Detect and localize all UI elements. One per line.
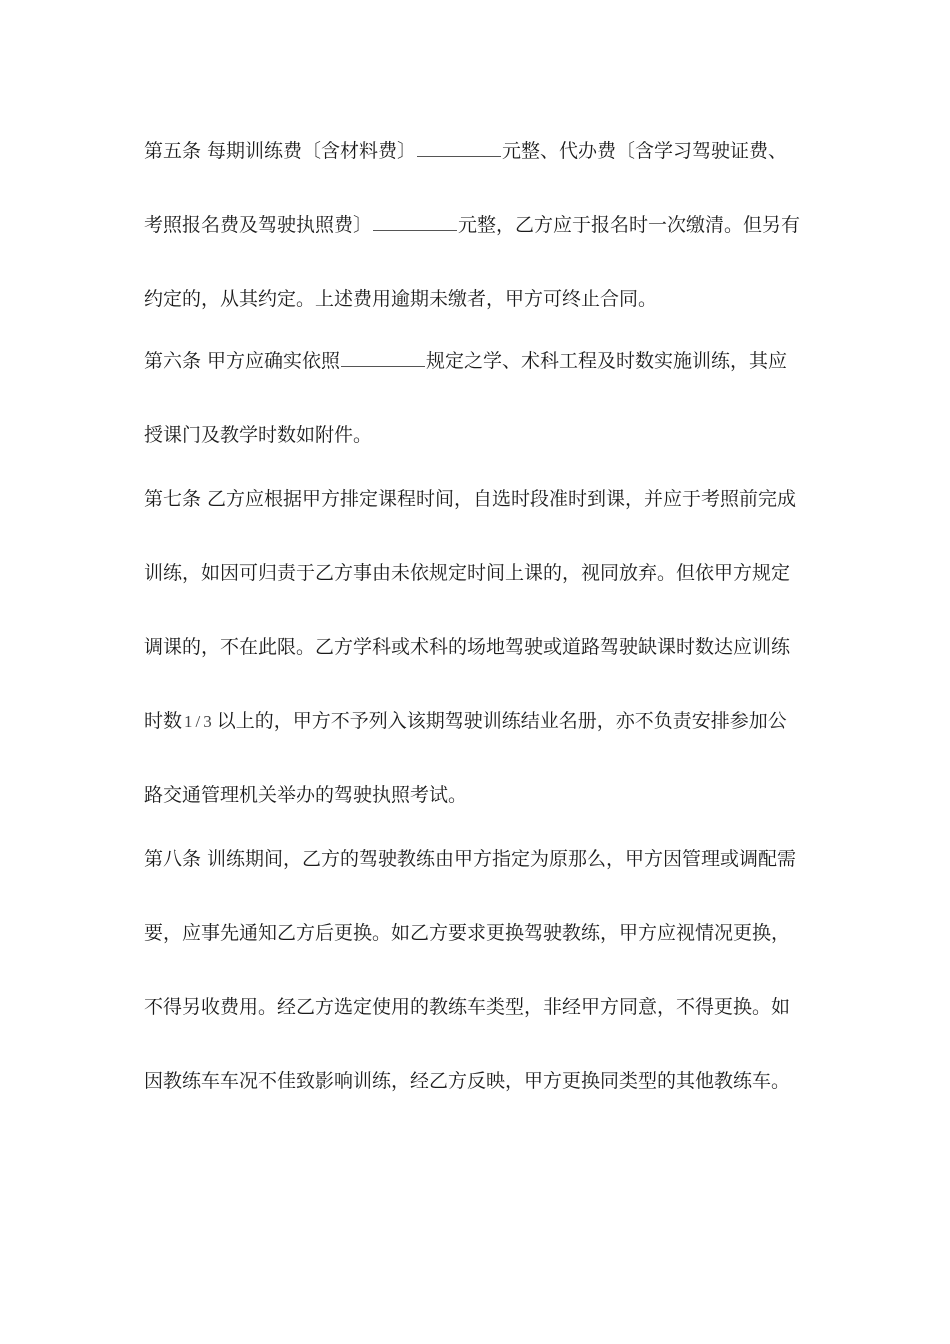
- article-8-line-4: 因教练车车况不佳致影响训练，经乙方反映，甲方更换同类型的其他教练车。: [144, 1070, 791, 1092]
- article-7-line-3: 调课的，不在此限。乙方学科或术科的场地驾驶或道路驾驶缺课时数达应训练: [144, 636, 791, 658]
- article-8-line-3: 不得另收费用。经乙方选定使用的教练车类型，非经甲方同意，不得更换。如: [144, 996, 791, 1018]
- article-5-text: 考照报名费及驾驶执照费〕: [144, 214, 373, 236]
- article-5-line-3: 约定的，从其约定。上述费用逾期未缴者，甲方可终止合同。: [144, 288, 658, 310]
- article-7-line-1: 第七条 乙方应根据甲方排定课程时间，自选时段准时到课，并应于考照前完成: [144, 488, 797, 510]
- fraction-one-third: 1/3: [184, 712, 215, 731]
- article-5-text: 元整，乙方应于报名时一次缴清。但另有: [458, 214, 801, 236]
- article-5-line-1: [144, 136, 824, 166]
- article-5-text: 第五条 每期训练费〔含材料费〕: [144, 140, 417, 162]
- article-8-line-2: 要，应事先通知乙方后更换。如乙方要求更换驾驶教练，甲方应视情况更换，: [144, 922, 791, 944]
- regulation-blank-field[interactable]: [341, 348, 425, 367]
- article-8-line-1: 第八条 训练期间，乙方的驾驶教练由甲方指定为原那么，甲方因管理或调配需: [144, 848, 797, 870]
- article-5-line-2: [144, 210, 824, 240]
- article-5-text: 元整、代办费〔含学习驾驶证费、: [502, 140, 788, 162]
- agency-fee-blank-field[interactable]: [373, 212, 457, 231]
- article-6-line-1: [144, 346, 824, 376]
- fee-blank-field[interactable]: [417, 138, 501, 157]
- article-7-text: 以上的，甲方不予列入该期驾驶训练结业名册，亦不负责安排参加公: [216, 710, 787, 732]
- article-7-line-5: 路交通管理机关举办的驾驶执照考试。: [144, 784, 468, 806]
- article-7-line-4: [144, 706, 824, 737]
- article-6-line-2: 授课门及教学时数如附件。: [144, 424, 373, 446]
- article-7-line-2: 训练，如因可归责于乙方事由未依规定时间上课的，视同放弃。但依甲方规定: [144, 562, 791, 584]
- article-7-text: 时数: [144, 710, 183, 732]
- article-6-text: 第六条 甲方应确实依照: [144, 350, 341, 372]
- article-6-text: 规定之学、术科工程及时数实施训练，其应: [426, 350, 788, 372]
